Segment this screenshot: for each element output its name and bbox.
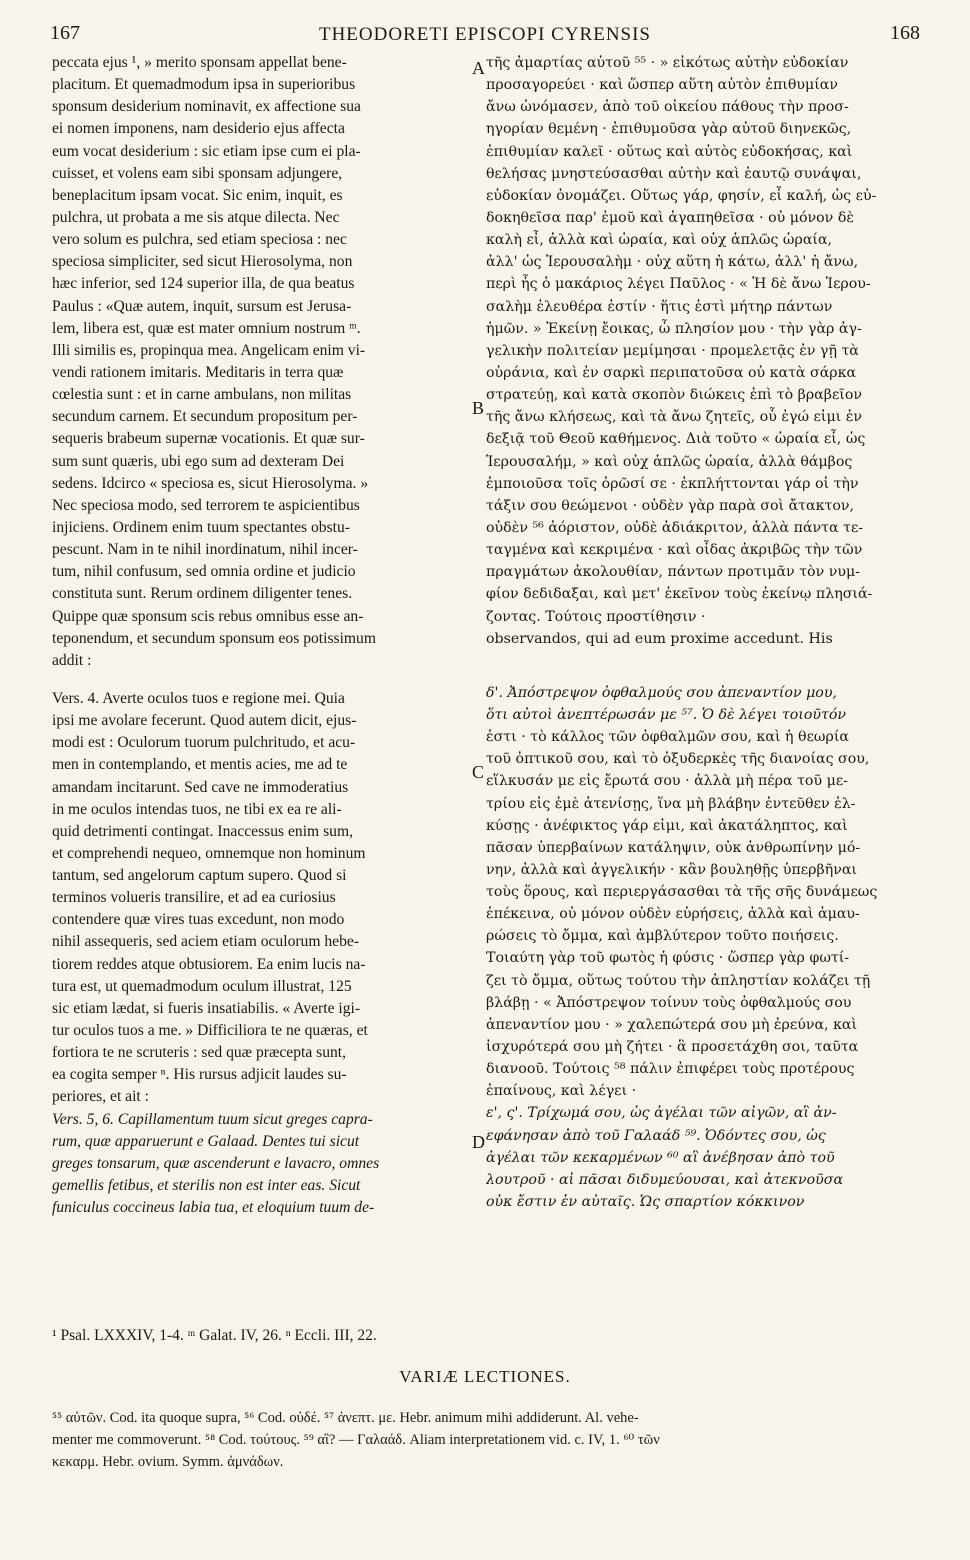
greek-line: ἀλλ' ὡς Ἱερουσαλὴμ · οὐχ αὕτη ἡ κάτω, ἀλλ' ἡ ἄνω, xyxy=(486,254,859,271)
latin-line: Vers. 4. Averte oculos tuos e regione mei. Quia xyxy=(52,689,345,707)
greek-line: ἰσχυρότερά σου μὴ ζήτει · ἃ προσετάχθη σοι, ταῦτα xyxy=(486,1039,859,1056)
latin-line: constituta sunt. Rerum ordinem diligenter tenes. xyxy=(52,585,353,603)
greek-line: ἐστι · τὸ κάλλος τῶν ὀφθαλμῶν σου, καὶ ἡ θεωρία xyxy=(486,729,849,746)
greek-line: ζει τὸ ὄμμα, οὕτως τούτου τὴν ἀπληστίαν κολάζει τῇ xyxy=(486,972,871,989)
latin-line: tantum, sed angelorum captum supero. Quod si xyxy=(52,867,347,885)
greek-line: σαλὴμ ἐλευθέρα ἐστίν · ἥτις ἐστὶ μήτηρ πάντων xyxy=(486,298,833,315)
greek-line: κύσῃς · ἀνέφικτος γάρ εἰμι, καὶ ἀκατάληπτος, καὶ xyxy=(486,817,848,834)
latin-line: hæc inferior, sed 124 superior illa, de qua beatus xyxy=(52,275,355,293)
latin-line: in me oculos intendas tuos, ne tibi ex ea re ali- xyxy=(52,800,342,818)
margin-letter-a: A xyxy=(472,58,485,78)
variae-line: menter me commoverunt. ⁵⁸ Cod. τούτους. ⁵⁹ αἳ? — Γαλαάδ. Aliam interpretationem vid. c. IV, 1. ⁶⁰ τῶν xyxy=(52,1432,660,1448)
greek-line: ὅτι αὐτοὶ ἀνεπτέρωσάν με ⁵⁷. Ὁ δὲ λέγει τοιοῦτόν xyxy=(486,706,847,723)
latin-line: placitum. Et quemadmodum ipsa in superioribus xyxy=(52,76,356,94)
variae-line: ⁵⁵ αὐτῶν. Cod. ita quoque supra, ⁵⁶ Cod. οὐδέ. ⁵⁷ ἀνεπτ. με. Hebr. animum mihi addiderunt. Al. vehe- xyxy=(52,1410,639,1426)
greek-line: πᾶσαν ὑπερβαίνων κατάληψιν, οὐκ ἀνθρωπίνην μό- xyxy=(486,839,861,856)
variae-lectiones-heading: VARIÆ LECTIONES. xyxy=(399,1367,571,1386)
latin-line: ipsi me avolare fecerunt. Quod autem dicit, ejus- xyxy=(52,712,357,730)
latin-line: tur oculos tuos a me. » Difficiliora te ne quæras, et xyxy=(52,1022,368,1040)
latin-line: Quippe quæ sponsum scis rebus omnibus esse an- xyxy=(52,607,364,625)
margin-letter-c: C xyxy=(472,762,485,782)
latin-line: tum, nihil confusum, sed omnia ordine et judicio xyxy=(52,563,356,581)
greek-line: τῆς ἄνω κλήσεως, καὶ τὰ ἄνω ζητεῖς, οὗ ἐγώ εἰμι ἐν xyxy=(486,409,862,426)
greek-line: λουτροῦ · αἱ πᾶσαι διδυμεύουσαι, καὶ ἀτεκνοῦσα xyxy=(486,1171,844,1188)
latin-line: modi est : Oculorum tuorum pulchritudo, et acu- xyxy=(52,734,356,752)
greek-line: πραγμάτων ἀκολουθίαν, πάντων προτιμᾶν τὸν νυμ- xyxy=(486,564,860,581)
greek-line: νην, ἀλλὰ καὶ ἀγγελικήν · κἂν βουληθῇς ὑπερβῆναι xyxy=(486,861,857,878)
running-title: THEODORETI EPISCOPI CYRENSIS xyxy=(318,24,652,45)
greek-line: Τοιαύτη γὰρ τοῦ φωτὸς ἡ φύσις · ὥσπερ γὰρ φωτί- xyxy=(486,950,850,967)
greek-line: δ'. Ἀπόστρεψον ὀφθαλμούς σου ἀπεναντίον μου, xyxy=(486,684,837,701)
greek-line: διανοοῦ. Τούτοις ⁵⁸ πάλιν ἐπιφέρει τοὺς προτέρους xyxy=(486,1061,855,1078)
footnotes: ¹ Psal. LXXXIV, 1-4. ᵐ Galat. IV, 26. ⁿ Eccli. III, 22. xyxy=(52,1327,377,1344)
greek-line: τοῦ ὀπτικοῦ σου, καὶ τὸ ὀξυδερκὲς τῆς διανοίας σου, xyxy=(486,751,870,768)
latin-line: tiorem reddes atque obtusiorem. Ea enim lucis na- xyxy=(52,955,366,973)
latin-line: sic etiam lædat, si fueris insatiabilis. « Averte igi- xyxy=(52,999,361,1017)
latin-line: vendi rationem imitaris. Meditaris in terra quæ xyxy=(52,363,344,381)
latin-line: pulchra, ut probata a me sis atque dilecta. Nec xyxy=(52,208,340,226)
latin-line: sequeris brabeum supernæ vocationis. Et quæ sur- xyxy=(52,430,365,448)
greek-line: ἐπέκεινα, οὐ μόνον οὐδὲν εὑρήσεις, ἀλλὰ καὶ ἀμαυ- xyxy=(486,906,860,923)
latin-line: sum sunt quæris, ubi ego sum ad dexteram Dei xyxy=(52,452,345,470)
latin-line: injiciens. Ordinem enim tuum spectantes obstu- xyxy=(52,518,350,536)
greek-line: ηγορίαν θεμένη · ἐπιθυμοῦσα γὰρ αὐτοῦ διηνεκῶς, xyxy=(486,121,852,138)
greek-line: φίον δεδιδαξαι, καὶ μετ' ἐκεῖνον τοὺς ἐκείνῳ πλησιά- xyxy=(486,586,873,603)
latin-line: Nec speciosa modo, sed terrorem te aspicientibus xyxy=(52,496,360,514)
greek-line: τοὺς ὅρους, καὶ περιεργάσασθαι τὰ τῆς σῆς δυνάμεως xyxy=(486,884,878,901)
latin-line: vero solum es pulchra, sed etiam speciosa : nec xyxy=(52,231,347,249)
latin-column xyxy=(52,52,470,1219)
latin-line: secundum carnem. Et secundum propositum per- xyxy=(52,408,358,426)
greek-line: δεξιᾷ τοῦ Θεοῦ καθήμενος. Διὰ τοῦτο « ὡραία εἶ, ὡς xyxy=(486,431,866,448)
margin-letter-d: D xyxy=(472,1132,485,1152)
latin-line: Paulus : «Quæ autem, inquit, sursum est Jerusa- xyxy=(52,297,352,315)
latin-line: ea cogita semper ⁿ. His rursus adjicit laudes su- xyxy=(52,1066,347,1084)
latin-line: quid detrimenti contingat. Inaccessus enim sum, xyxy=(52,822,353,840)
latin-line: lem, libera est, quæ est mater omnium nostrum ᵐ. xyxy=(52,319,361,337)
greek-line: τάξιν σου θεώμενοι · οὐδὲν γὰρ παρὰ σοὶ ἄτακτον, xyxy=(486,497,854,514)
latin-line: speciosa simpliciter, sed sicut Hierosolyma, non xyxy=(52,253,353,271)
greek-line: περὶ ἧς ὁ μακάριος λέγει Παῦλος · « Ἡ δὲ ἄνω Ἱερου- xyxy=(486,276,871,293)
greek-line: γελικὴν πολιτείαν μεμίμησαι · προμελετᾷς ἐν γῇ τὰ xyxy=(486,342,859,359)
greek-line: Ἱερουσαλήμ, » καὶ οὐχ ἁπλῶς ὡραία, ἀλλὰ θάμβος xyxy=(486,453,853,470)
greek-line: ἀπεναντίον μου · » χαλεπώτερά σου μὴ ἐρεύνα, καὶ xyxy=(486,1016,858,1033)
latin-line: sponsum desiderium nominavit, ex affectione sua xyxy=(52,98,361,116)
greek-line: ζοντας. Τούτοις προστίθησιν · xyxy=(486,608,706,625)
latin-line: amandam incitarunt. Sed cave ne immoderatius xyxy=(52,778,349,796)
greek-line: ἡμῶν. » Ἐκείνῃ ἔοικας, ὦ πλησίον μου · τὴν γὰρ ἀγ- xyxy=(486,320,862,337)
latin-line: funiculus coccineus labia tua, et eloquium tuum de- xyxy=(52,1199,375,1217)
latin-line: cuisset, et volens eam sibi sponsam adjungere, xyxy=(52,164,343,182)
greek-line: εἵλκυσάν με εἰς ἔρωτά σου · ἀλλὰ μὴ πέρα τοῦ με- xyxy=(486,773,848,790)
latin-line: terminos volueris transilire, et ad ea curiosius xyxy=(52,889,336,907)
greek-line: ταγμένα καὶ κεκριμένα · καὶ οἶδας ἀκριβῶς τὴν τῶν xyxy=(486,542,863,559)
latin-line: cœlestia sunt : et in carne ambulans, non militas xyxy=(52,386,352,404)
greek-line: ρώσεις τὸ ὄμμα, καὶ ἀμβλύτερον τοῦτο ποιήσεις. xyxy=(486,928,839,945)
greek-line: observandos, qui ad eum proxime accedunt. His xyxy=(486,630,833,647)
greek-line: ἄνω ὠνόμασεν, ἀπὸ τοῦ οἰκείου πάθους τὴν προσ- xyxy=(486,99,849,116)
latin-line: et comprehendi nequeo, omnemque non hominum xyxy=(52,844,366,862)
latin-line: fortiora te ne scruteris : sed quæ præcepta sunt, xyxy=(52,1044,347,1062)
margin-letter-b: B xyxy=(472,398,485,418)
latin-line: peccata ejus ¹, » merito sponsam appellat bene- xyxy=(52,54,347,71)
greek-line: οὐδὲν ⁵⁶ ἀόριστον, οὐδὲ ἀδιάκριτον, ἀλλὰ πάντα τε- xyxy=(486,519,864,536)
greek-line: οὐκ ἔστιν ἐν αὐταῖς. Ὡς σπαρτίον κόκκινον xyxy=(486,1194,805,1211)
greek-line: εὐδοκίαν ὀνομάζει. Οὕτως γάρ, φησίν, εἶ καλή, ὡς εὐ- xyxy=(486,187,877,204)
variae-line: κεκαρμ. Hebr. ovium. Symm. ἀμνάδων. xyxy=(52,1454,284,1470)
greek-line: στρατεύῃ, καὶ κατὰ σκοπὸν διώκεις ἐπὶ τὸ βραβεῖον xyxy=(486,387,863,404)
latin-line: ei nomen imponens, nam desiderio ejus affecta xyxy=(52,120,345,138)
greek-line: ε', ς'. Τρίχωμά σου, ὡς ἀγέλαι τῶν αἰγῶν, αἳ ἀν- xyxy=(486,1105,837,1122)
page-number-left: 167 xyxy=(50,22,80,44)
latin-line: tura est, ut quemadmodum oculum illustrat, 125 xyxy=(52,977,352,995)
greek-line xyxy=(486,666,918,682)
latin-line: gemellis fetibus, et sterilis non est inter eas. Sicut xyxy=(52,1177,361,1195)
greek-line: ἐμποιοῦσα τοῖς ὁρῶσί σε · ἐκπλήττονται γάρ οἱ τὴν xyxy=(486,475,859,492)
greek-line: ἐπιθυμίαν καλεῖ · οὕτως καὶ αὐτὸς εὐδοκήσας, καὶ xyxy=(486,143,853,160)
latin-line: contendere quæ vires tuas excedunt, non modo xyxy=(52,911,345,929)
greek-column xyxy=(486,52,918,1213)
latin-line: Illi similis es, propinqua mea. Angelicam enim vi- xyxy=(52,341,366,359)
latin-line: pescunt. Nam in te nihil inordinatum, nihil incer- xyxy=(52,541,358,559)
greek-line xyxy=(486,650,918,666)
latin-line xyxy=(52,672,470,688)
latin-line: Vers. 5, 6. Capillamentum tuum sicut greges capra- xyxy=(52,1110,373,1128)
greek-line: οὐράνια, καὶ ἐν σαρκὶ περιπατοῦσα οὐ κατὰ σάρκα xyxy=(486,364,857,381)
latin-line: periores, et ait : xyxy=(52,1088,149,1106)
latin-line: teponendum, et secundum sponsum eos potissimum xyxy=(52,629,376,647)
latin-line: eum vocat desiderium : sic etiam ipse cum ei pla- xyxy=(52,142,361,160)
variae-lectiones xyxy=(52,1407,918,1473)
latin-line: greges tonsarum, quæ ascenderunt e lavacro, omnes xyxy=(52,1154,380,1172)
greek-line: ἐπαίνους, καὶ λέγει · xyxy=(486,1083,637,1100)
page-header xyxy=(50,22,920,48)
greek-line: δοκηθεῖσα παρ' ἐμοῦ καὶ ἀγαπηθεῖσα · οὐ μόνον δὲ xyxy=(486,209,854,226)
greek-line: καλὴ εἶ, ἀλλὰ καὶ ὡραία, καὶ οὐχ ἁπλῶς ὡραία, xyxy=(486,232,833,249)
latin-line: beneplacitum ipsam vocat. Sic enim, inquit, es xyxy=(52,186,343,204)
greek-line: εφάνησαν ἀπὸ τοῦ Γαλαάδ ⁵⁹. Ὀδόντες σου, ὡς xyxy=(486,1127,826,1144)
greek-line: τρίου εἰς ἐμὲ ἀτενίσῃς, ἵνα μὴ βλάβην ἐντεῦθεν ἐλ- xyxy=(486,795,856,812)
greek-line: ἀγέλαι τῶν κεκαρμένων ⁶⁰ αἳ ἀνέβησαν ἀπὸ τοῦ xyxy=(486,1149,835,1166)
greek-line: θελήσας μνηστεύσασθαι αὐτὴν καὶ ἑαυτῷ συνάψαι, xyxy=(486,165,862,182)
greek-line: προσαγορεύει · καὶ ὥσπερ αὕτη αὐτὸν ἐπιθυμίαν xyxy=(486,77,838,94)
latin-line: rum, quæ apparuerunt e Galaad. Dentes tui sicut xyxy=(52,1132,360,1150)
greek-line: τῆς ἁμαρτίας αὐτοῦ ⁵⁵ · » εἰκότως αὐτὴν εὐδοκίαν xyxy=(486,55,849,71)
latin-line: men in contemplando, et mentis acies, me ad te xyxy=(52,756,348,774)
page-number-right: 168 xyxy=(890,22,920,44)
greek-line: βλάβῃ · « Ἀπόστρεψον τοίνυν τοὺς ὀφθαλμούς σου xyxy=(486,994,852,1011)
latin-line: nihil assequeris, sed aciem etiam oculorum hebe- xyxy=(52,933,360,951)
latin-line: sedens. Idcirco « speciosa es, sicut Hierosolyma. » xyxy=(52,474,369,492)
latin-line: addit : xyxy=(52,651,92,669)
